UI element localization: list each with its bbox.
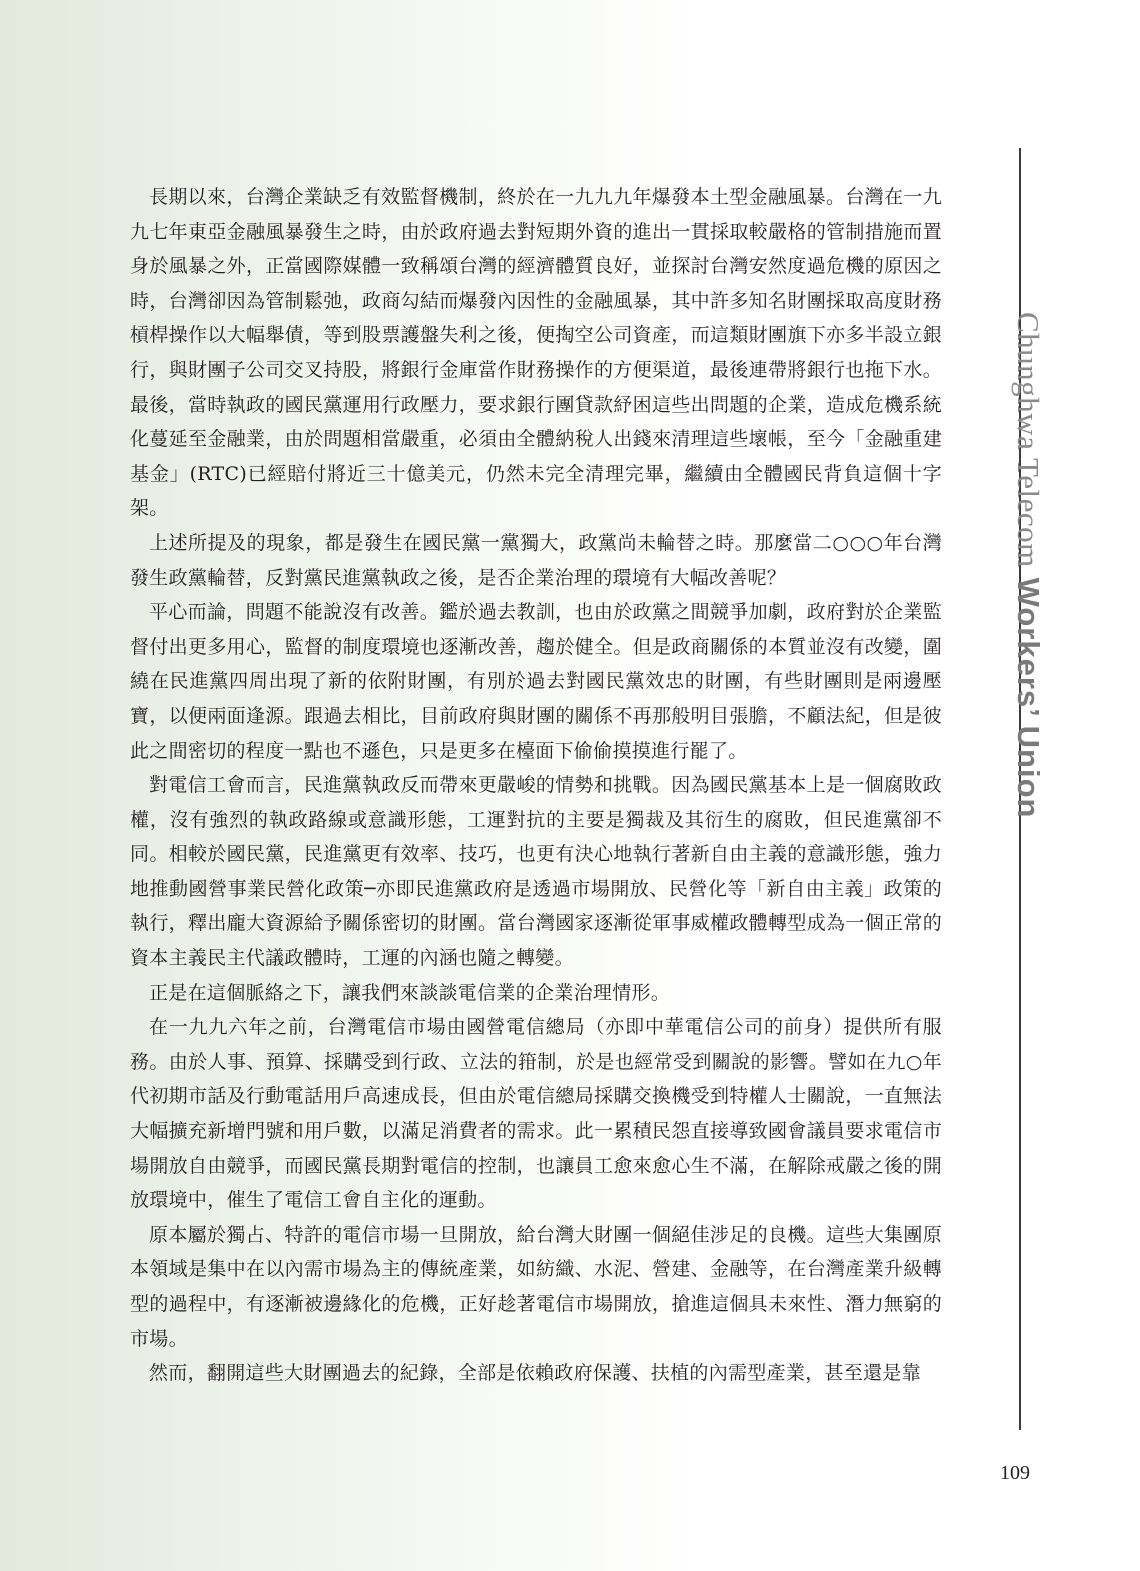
paragraph-improvement: 平心而論，問題不能說沒有改善。鑑於過去教訓，也由於政黨之間競爭加劇，政府對於企業監督付出更多用心，監督的制度環境也逐漸改善，趨於健全。但是政商關係的本質並沒有改變，圍繞在民進黨四周出現了新的依附財團，有別於過去對國民黨效忠的財團，有些財團則是兩邊壓寶，以便兩面逢源。跟過去相比，目前政府與財團的關係不再那般明目張膽，不顧法紀，但是彼此之間密切的程度一點也不遜色，只是更多在檯面下偷偷摸摸進行罷了。 [130, 601, 942, 762]
paragraph-union-challenge: 對電信工會而言，民進黨執政反而帶來更嚴峻的情勢和挑戰。因為國民黨基本上是一個腐敗政權，沒有強烈的執政路線或意識形態，工運對抗的主要是獨裁及其衍生的腐敗，但民進黨卻不同。相較於國民黨，民進黨更有效率、技巧，也更有決心地執行著新自由主義的意識形態，強力地推動國營事業民營化政策─亦即民進黨政府是透過市場開放、民營化等「新自由主義」政策的執行，釋出龐大資源給予關係密切的財團。當台灣國家逐漸從軍事威權政體轉型成為一個正常的資本主義民主代議政體時，工運的內涵也隨之轉變。 [130, 774, 942, 970]
running-header-union: Workers’ Union [1011, 577, 1046, 819]
page-number: 109 [1000, 1462, 1030, 1484]
running-header-vertical [1012, 312, 1044, 818]
paragraph-party-rotation: 上述所提及的現象，都是發生在國民黨一黨獨大，政黨尚未輪替之時。那麼當二○○○年台灣發生政黨輪替，反對黨民進黨執政之後，是否企業治理的環境有大幅改善呢？ [130, 531, 942, 589]
paragraph-financial-crisis: 長期以來，台灣企業缺乏有效監督機制，終於在一九九九年爆發本土型金融風暴。台灣在一九九七年東亞金融風暴發生之時，由於政府過去對短期外資的進出一貫採取較嚴格的管制措施而置身於風暴之外，正當國際媒體一致稱頌台灣的經濟體質良好，並探討台灣安然度過危機的原因之時，台灣卻因為管制鬆弛，政商勾結而爆發內因性的金融風暴，其中許多知名財團採取高度財務槓桿操作以大幅舉債，等到股票護盤失利之後，便掏空公司資產，而這類財團旗下亦多半設立銀行，與財團子公司交叉持股，將銀行金庫當作財務操作的方便渠道，最後連帶將銀行也拖下水。最後，當時執政的國民黨運用行政壓力，要求銀行團貸款紓困這些出問題的企業，造成危機系統化蔓延至金融業，由於問題相當嚴重，必須由全體納稅人出錢來清理這些壞帳，至今「金融重建基金」(RTC)已經賠付將近三十億美元，仍然未完全清理完畢，繼續由全體國民背負這個十字架。 [130, 186, 942, 520]
paragraph-telecom-history: 在一九九六年之前，台灣電信市場由國營電信總局（亦即中華電信公司的前身）提供所有服務。由於人事、預算、採購受到行政、立法的箝制，於是也經常受到關說的影響。譬如在九○年代初期市話及行動電話用戶高速成長，但由於電信總局採購交換機受到特權人士關說，一直無法大幅擴充新增門號和用戶數，以滿足消費者的需求。此一累積民怨直接導致國會議員要求電信市場開放自由競爭，而國民黨長期對電信的控制，也讓員工愈來愈心生不滿，在解除戒嚴之後的開放環境中，催生了電信工會自主化的運動。 [130, 1016, 942, 1212]
paragraph-conglomerate-record: 然而，翻開這些大財團過去的紀錄，全部是依賴政府保護、扶植的內需型產業，甚至還是靠 [149, 1362, 922, 1385]
running-header-brand: Chunghwa Telecom [1011, 312, 1046, 568]
paragraph-context: 正是在這個脈絡之下，讓我們來談談電信業的企業治理情形。 [149, 981, 671, 1004]
article-body [130, 180, 942, 1391]
paragraph-market-opening: 原本屬於獨占、特許的電信市場一旦開放，給台灣大財團一個絕佳涉足的良機。這些大集團原本領域是集中在以內需市場為主的傳統產業，如紡織、水泥、營建、金融等，在台灣產業升級轉型的過程中，有逐漸被邊緣化的危機，正好趁著電信市場開放，搶進這個具未來性、潛力無窮的市場。 [130, 1223, 942, 1350]
